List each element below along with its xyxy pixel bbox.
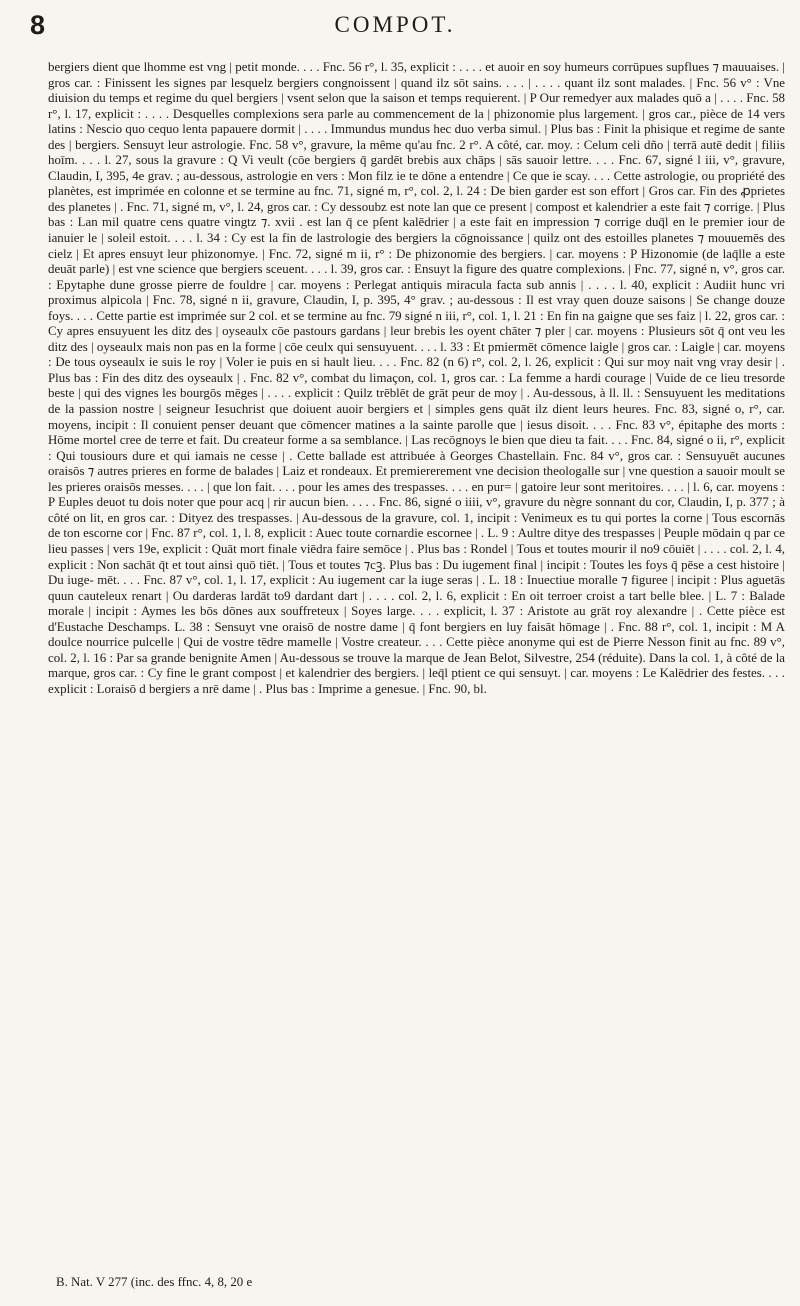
library-reference: B. Nat. V 277 (inc. des ffnc. 4, 8, 20 e	[56, 1275, 253, 1289]
entry-text: bergiers dient que lhomme est vng | petit monde. . . . Fnc. 56 r°, l. 35, explicit : . . . . et auoir en soy humeurs corrūpues supflues ⁊ mauuaises. | gros car. : Finissent les signes par lesquelz bergiers congnoissent | quand ilz sōt sains. . . . | . . . . quant ilz sont malades. | Fnc. 56 v° : Vne diuision du temps et regime du quel bergiers | vsent selon que la saison et temps requierent. | P Our remedyer aux malades quō a | . . . . Fnc. 58 r°, l. 17, explicit : . . . . Desquelles complexions sera parle au commencement de la | phizonomie plus largement. | gros car., pièce de 14 vers latins : Nescio quo cequo lenta papauere dormit | . . . . Immundus mundus hec duo verba simul. | Plus bas : Finit la phisique et regime de sante des | bergiers. Sensuyt leur astrologie. Fnc. 58 v°, gravure, la même qu'au fnc. 2 r°. A côté, car. moy. : Celum celi dño | terrā autē dedit | filiis hoīm. . . . l. 27, sous la gravure : Q Vi veult (cōe bergiers q̄ gardēt brebis aux chāps | sās sauoir lettre. . . . Fnc. 67, signé l iii, v°, gravure, Claudin, I, 395, 4e grav. ; au-dessous, astrologie en vers : Mon filz ie te dōne a entendre | Ce que ie scay. . . . Cette astrologie, ou propriété des planètes, est imprimée en colonne et se termine au fnc. 71, signé m, r°, col. 2, l. 24 : De bien garder est son effort | Gros car. Fin des ꝓprietes des planetes | . Fnc. 71, signé m, v°, l. 24, gros car. : Cy dessoubz est note lan que ce present | compost et kalendrier a este fait ⁊ corrige. | Plus bas : Lan mil quatre cens quatre vingtz ⁊. xvii . est lan q̄ ce pſent kalēdrier | a este fait en impression ⁊ corrige duq̄l en le premier iour de ianuier le | soleil estoit. . . . l. 34 : Cy est la fin de lastrologie des bergiers la cōgnoissance | quilz ont des estoilles planetes ⁊ mouuemēs des cielz | Et apres ensuyt leur phizonomye. | Fnc. 72, signé m ii, r° : De phizonomie des bergiers. | car. moyens : P Hizonomie (de laq̄lle a este deuāt parle) | est vne science que bergiers sceuent. . . . l. 39, gros car. : Ensuyt la figure des quatre complexions. | Fnc. 77, signé n, v°, gros car. : Epytaphe dune grosse pierre de fouldre | car. moyens : Perlegat antiquis miracula facta sub annis | . . . . l. 40, explicit : Audiit hunc vri proximus alpicola | Fnc. 78, signé n ii, gravure, Claudin, I, p. 395, 4° grav. ; au-dessous : Il est vray quen douze saisons | Se change douze foys. . . . Cette partie est imprimée sur 2 col. et se termine au fnc. 79 signé n iii, r°, col. 1, l. 21 : En fin na gaigne que ses faiz | l. 22, gros car. : Cy apres ensuyuent les ditz des | oyseaulx cōe pastours gardans | leur brebis les oyent chāter ⁊ pler | car. moyens : Plusieurs sōt q̄ ont veu les ditz des | oyseaulx mais non pas en la forme | cōe ceulx qui sensuyuent. . . . l. 33 : Et pmiermēt cōmence laigle | gros car. : Laigle | car. moyens : De tous oyseaulx ie suis le roy | Voler ie puis en si hault lieu. . . . Fnc. 82 (n 6) r°, col. 2, l. 26, explicit : Qui sur moy nait vng vray desir | . Plus bas : Fin des ditz des oyseaulx | . Fnc. 82 v°, combat du limaçon, col. 1, gros car. : La femme a hardi courage | Vuide de ce lieu tresorde beste | qui des vignes les bourgōs mēges | . . . . explicit : Quilz trēblēt de grāt peur de moy | . Au-dessous, à ll. ll. : Sensuyuent les meditations de la passion nostre | seigneur Iesuchrist que doiuent auoir bergiers et | simples gens quāt ilz dient leurs heures. Fnc. 83, signé o, r°, car. moyens, incipit : Il conuient penser deuant que cōmencer matines a la sainte parolle que | iesus disoit. . . . Fnc. 83 v°, épitaphe des morts : Hōme mortel cree de terre et fait. Du createur forme a sa semblance. | Las recōgnoys le bien que dieu ta fait. . . . Fnc. 84, signé o ii, r°, explicit : Qui tousiours dure et qui iamais ne cesse | . Cette ballade est attribuée à Georges Chastellain. Fnc. 84 v°, gros car. : Sensuyuēt aucunes oraisōs ⁊ autres prieres en forme de balades | Laiz et rondeaux. Et premiererement vne decision theologalle sur | vne question a sauoir moult se les prieres oraisōs messes. . . . | que lon fait. . . . pour les ames des trespasses. . . . en pur= | gatoire leur sont meritoires. . . . | l. 6, car. moyens : P Euples deuot tu dois noter que pour acq | rir aucun bien. . . . . Fnc. 86, signé o iiii, v°, gravure du nègre sonnant du cor, Claudin, I, p. 377 ; à côté on lit, en gros car. : Dityez des trespasses. | Au-dessous de la gravure, col. 1, incipit : Venimeux es tu qui portes la corne | Tous escornās de ton escorne cor | Fnc. 87 r°, col. 1, l. 8, explicit : Auec toute cornardie escornee | . L. 9 : Aultre ditye des trespasses | Peuple mōdain q par ce lieu passes | vers 19e, explicit : Quāt mort finale viēdra faire semōce | . Plus bas : Rondel | Tous et toutes mourir il no9 cōuiēt | . . . . col. 2, l. 4, explicit : Non sachāt q̄t et tout ainsi quō tiēt. | Tous et toutes ⁊cꝫ. Plus bas : Du iugement final | incipit : Toutes les foys q̄ pēse a cest histoire | Du iuge- mēt. . . . Fnc. 87 v°, col. 1, l. 17, explicit : Au iugement car la iuge seras | . L. 18 : Inuectiue moralle ⁊ figuree | incipit : Plus aguetās quun cauteleux renart | Ou darderas lardāt to9 dardant dart | . . . . col. 2, l. 6, explicit : En oit terroer croist a tart belle blee. | L. 7 : Balade morale | incipit : Aymes les bōs dōnes aux souffreteux | Soyes large. . . . explicit, l. 37 : Aristote au grāt roy alexandre | . Cette pièce est d'Eustache Deschamps. L. 38 : Sensuyt vne oraisō de nostre dame | q̄ font bergiers en luy faisāt hōmage | . Fnc. 88 r°, col. 1, incipit : M A doulce nourrice pulcelle | Qui de vostre tēdre mamelle | Vostre createur. . . . Cette pièce anonyme qui est de Pierre Nesson finit au fnc. 89 v°, col. 2, l. 16 : Par sa grande benignite Amen | Au-dessous se trouve la marque de Jean Belot, Silvestre, 254 (réduite). Dans la col. 1, à côté de la marque, gros car. : Cy fine le grant compost | et kalendrier des bergiers. | leq̄l ptient ce qui sensuyt. | car. moyens : Le Kalēdrier des festes. . . . explicit : Loraisō d bergiers a nrē dame | . Plus bas : Imprime a genesue. | Fnc. 90, bl.	[48, 60, 785, 696]
bibliographic-entry	[48, 60, 785, 697]
running-title: COMPOT.	[334, 12, 456, 37]
running-header	[30, 8, 760, 48]
page-number: 8	[30, 10, 46, 40]
